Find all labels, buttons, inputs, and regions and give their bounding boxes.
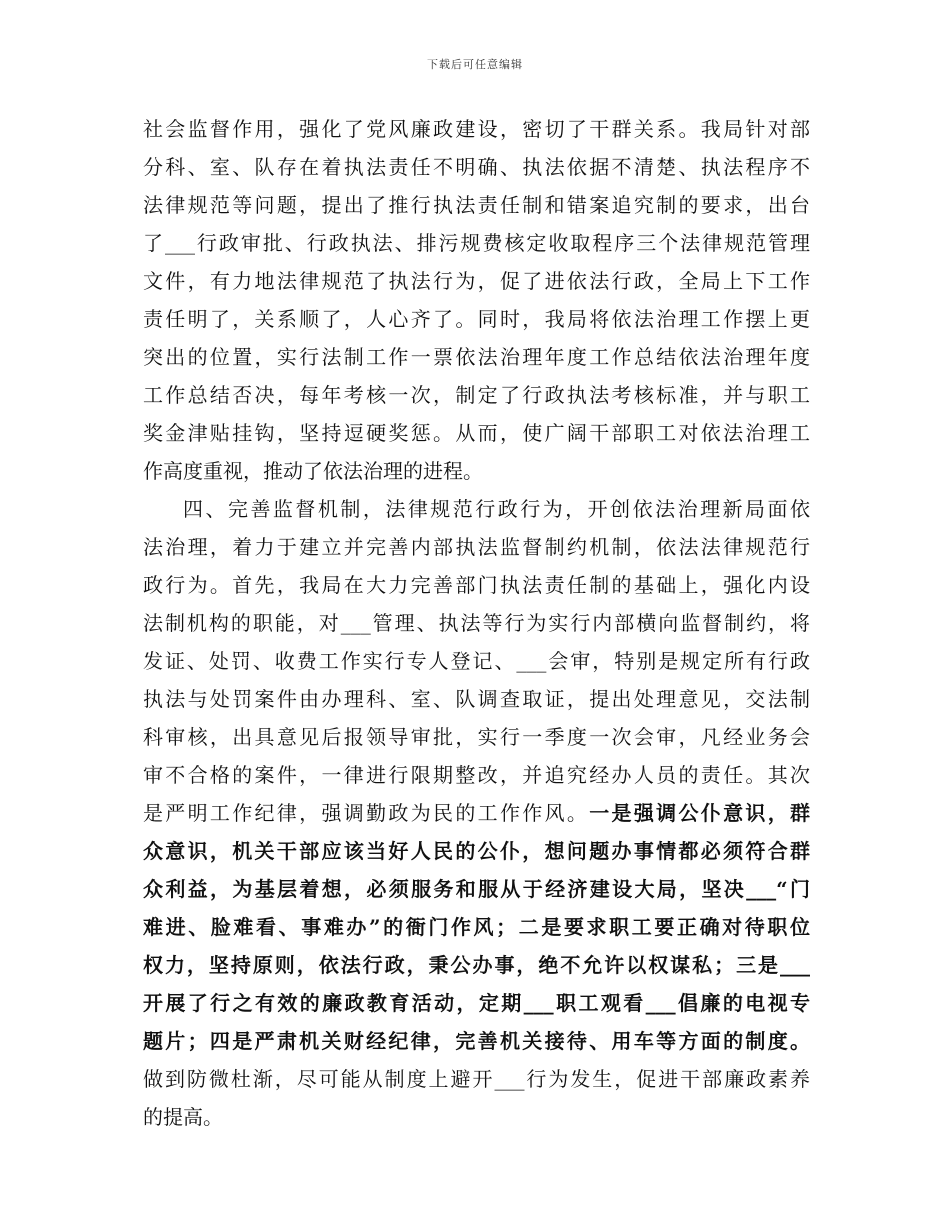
- paragraph-line: 难进、脸难看、事难办”的衙门作风；二是要求职工要正确对待职位: [143, 915, 810, 939]
- paragraph-line: 权力，坚持原则，依法行政，秉公办事，绝不允许以权谋私；三是___: [143, 953, 810, 977]
- paragraph-line: 题片；四是严肃机关财经纪律，完善机关接待、用车等方面的制度。: [143, 1029, 810, 1053]
- regular-segment: 是严明工作纪律，强调勤政为民的工作作风。: [143, 801, 590, 825]
- paragraph-line: 众意识，机关干部应该当好人民的公仆，想问题办事情都必须符合群: [143, 839, 810, 863]
- paragraph-line: 的提高。: [143, 1105, 223, 1129]
- paragraph-line: 众利益，为基层着想，必须服务和服从于经济建设大局，坚决___“门: [143, 877, 810, 901]
- paragraph-line: 社会监督作用，强化了党风廉政建设，密切了干群关系。我局针对部: [143, 117, 810, 141]
- paragraph-line: 政行为。首先，我局在大力完善部门执法责任制的基础上，强化内设: [143, 573, 810, 597]
- paragraph-line: 做到防微杜渐，尽可能从制度上避开___行为发生，促进干部廉政素养: [143, 1067, 810, 1091]
- paragraph-line: 审不合格的案件，一律进行限期整改，并追究经办人员的责任。其次: [143, 763, 810, 787]
- paragraph-line: 执法与处罚案件由办理科、室、队调查取证，提出处理意见，交法制: [143, 687, 810, 711]
- paragraph-line: 开展了行之有效的廉政教育活动，定期___职工观看___倡廉的电视专: [143, 991, 810, 1015]
- paragraph-line: 责任明了，关系顺了，人心齐了。同时，我局将依法治理工作摆上更: [143, 307, 810, 331]
- paragraph-line: 突出的位置，实行法制工作一票依法治理年度工作总结依法治理年度: [143, 345, 810, 369]
- document-body: [143, 110, 810, 1136]
- page-header: 下载后可任意编辑: [427, 58, 523, 71]
- paragraph-line: [143, 794, 810, 832]
- bold-segment: 一是强调公仆意识，群: [589, 801, 810, 825]
- paragraph-line: 发证、处罚、收费工作实行专人登记、___会审，特别是规定所有行政: [143, 649, 810, 673]
- paragraph-line: 分科、室、队存在着执法责任不明确、执法依据不清楚、执法程序不: [143, 155, 810, 179]
- paragraph-line: 了___行政审批、行政执法、排污规费核定收取程序三个法律规范管理: [143, 231, 810, 255]
- paragraph-line: 法律规范等问题，提出了推行执法责任制和错案追究制的要求，出台: [143, 193, 810, 217]
- paragraph-line: 四、完善监督机制，法律规范行政行为，开创依法治理新局面依: [183, 497, 810, 521]
- paragraph-line: 法治理，着力于建立并完善内部执法监督制约机制，依法法律规范行: [143, 535, 810, 559]
- paragraph-line: 工作总结否决，每年考核一次，制定了行政执法考核标准，并与职工: [143, 383, 810, 407]
- paragraph-line: 法制机构的职能，对___管理、执法等行为实行内部横向监督制约，将: [143, 611, 810, 635]
- paragraph-line: 文件，有力地法律规范了执法行为，促了进依法行政，全局上下工作: [143, 269, 810, 293]
- paragraph-line: 奖金津贴挂钩，坚持逗硬奖惩。从而，使广阔干部职工对依法治理工: [143, 421, 810, 445]
- paragraph-line: 作高度重视，推动了依法治理的进程。: [143, 459, 483, 483]
- paragraph-line: 科审核，出具意见后报领导审批，实行一季度一次会审，凡经业务会: [143, 725, 810, 749]
